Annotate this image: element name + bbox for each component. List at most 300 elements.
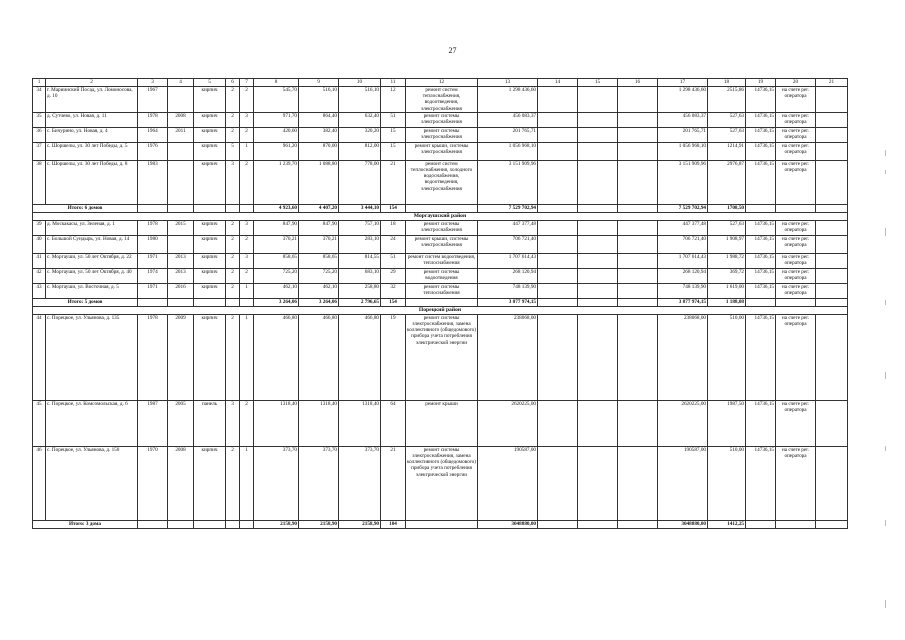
total-area-sum: 3 264,06 (254, 298, 299, 306)
empty-cell (578, 283, 618, 298)
address-cell: с. Шоршелы, ул. 30 лет Победы, д. 5 (46, 142, 138, 160)
unit-cost-cell: 1214,91 (708, 142, 746, 160)
residential-area-cell: 632,40 (339, 112, 381, 127)
owner-funds-cell: 706 721,40 (658, 235, 708, 253)
year-repair-cell: 2008 (168, 446, 194, 520)
year-built-cell: 1978 (138, 220, 168, 235)
empty-cell (618, 112, 658, 127)
work-type-cell: ремонт системы водоотведения (406, 268, 478, 283)
wall-material-cell: кирпич (194, 314, 226, 400)
column-number-row (33, 79, 848, 87)
empty-cell (578, 400, 618, 446)
empty-cell (538, 446, 578, 520)
work-type-cell: ремонт систем теплоснабжения, холодного водоснабжения, водоотведения, электроснабжения (406, 160, 478, 204)
owner-funds-cell: 190587,00 (658, 446, 708, 520)
cost-cell: 748 139,90 (478, 283, 538, 298)
total-area-cell: 373,70 (254, 446, 299, 520)
wall-material-cell: кирпич (194, 268, 226, 283)
premises-area-cell: 462,10 (299, 283, 339, 298)
empty-cell (538, 220, 578, 235)
column-number: 18 (708, 79, 746, 87)
total-label: Итого: 3 дома (33, 520, 138, 528)
owner-funds-sum: 3048880,00 (658, 520, 708, 528)
capital-repair-table (32, 78, 848, 529)
limit-cost-cell: 14736,15 (746, 268, 776, 283)
address-cell: с. Моргауши, ул. 50 лет Октября, д. 22 (46, 253, 138, 268)
address-cell: с. Бичурино, ул. Новая, д. 4 (46, 127, 138, 142)
address-cell: с. Шоршелы, ул. 30 лет Победы, д. 8 (46, 160, 138, 204)
wall-material-cell: кирпич (194, 142, 226, 160)
address-cell: с. Порецкое, ул. Ульянова, д. 135 (46, 314, 138, 400)
address-cell: с. Моргауши, ул. 50 лет Октября, д. 40 (46, 268, 138, 283)
fund-method-cell: на счете рег. оператора (776, 235, 816, 253)
empty-cell (816, 446, 848, 520)
empty-cell (816, 127, 848, 142)
table-row (33, 160, 848, 204)
entrances-cell: 1 (240, 283, 254, 298)
premises-area-sum: 3 264,06 (299, 298, 339, 306)
residents-cell: 32 (381, 283, 406, 298)
year-built-cell: 1971 (138, 283, 168, 298)
column-number: 17 (658, 79, 708, 87)
district-header-row (33, 306, 848, 314)
address-cell: г. Мариинский Посад, ул. Ломоносова, д. 10 (46, 87, 138, 113)
column-number: 9 (299, 79, 339, 87)
empty-cell (538, 400, 578, 446)
entrances-cell: 2 (240, 87, 254, 113)
address-cell: с. Порецкое, ул. Комсомольская, д. 6 (46, 400, 138, 446)
empty-cell (538, 283, 578, 298)
fund-method-cell: на счете рег. оператора (776, 400, 816, 446)
year-built-cell: 1970 (138, 446, 168, 520)
unit-cost-cell: 510,00 (708, 446, 746, 520)
empty-cell (816, 253, 848, 268)
year-repair-cell (168, 87, 194, 113)
empty-cell (578, 160, 618, 204)
empty-cell (816, 235, 848, 253)
total-area-cell: 847,90 (254, 220, 299, 235)
unit-cost-cell: 2976,87 (708, 160, 746, 204)
fund-method-cell: на счете рег. оператора (776, 87, 816, 113)
residents-cell: 15 (381, 127, 406, 142)
entrances-cell: 2 (240, 160, 254, 204)
year-repair-cell: 2005 (168, 400, 194, 446)
address-cell: с. Порецкое, ул. Ульянова, д. 150 (46, 446, 138, 520)
premises-area-cell: 382,40 (299, 127, 339, 142)
empty-cell (618, 268, 658, 283)
cost-cell: 268 120,94 (478, 268, 538, 283)
empty-cell (578, 112, 618, 127)
table-row (33, 112, 848, 127)
floors-cell: 2 (226, 127, 240, 142)
residents-cell: 64 (381, 400, 406, 446)
row-number: 39 (33, 220, 46, 235)
empty-cell (578, 235, 618, 253)
total-row (33, 298, 848, 306)
column-number: 5 (194, 79, 226, 87)
column-number: 2 (46, 79, 138, 87)
table-row (33, 400, 848, 446)
empty-cell (618, 142, 658, 160)
unit-cost-cell: 1 988,72 (708, 253, 746, 268)
table-row (33, 87, 848, 113)
floors-cell: 2 (226, 87, 240, 113)
cost-cell: 456 083,37 (478, 112, 538, 127)
empty-cell (538, 87, 578, 113)
unit-cost-cell: 2515,86 (708, 87, 746, 113)
wall-material-cell: панель (194, 400, 226, 446)
residents-cell: 15 (381, 142, 406, 160)
residential-area-cell: 814,55 (339, 253, 381, 268)
wall-material-cell: кирпич (194, 253, 226, 268)
limit-cost-cell: 14736,15 (746, 446, 776, 520)
year-built-cell: 1974 (138, 268, 168, 283)
row-number: 44 (33, 314, 46, 400)
owner-funds-cell: 447 377,48 (658, 220, 708, 235)
column-number: 20 (776, 79, 816, 87)
fund-method-cell: на счете рег. оператора (776, 283, 816, 298)
limit-cost-cell: 14736,15 (746, 253, 776, 268)
work-type-cell: ремонт системы электроснабжения, замена коллективного (общедомового) прибора учета потребления электрической энергии (406, 446, 478, 520)
residential-area-cell: 757,10 (339, 220, 381, 235)
empty-cell (618, 160, 658, 204)
column-number: 3 (138, 79, 168, 87)
premises-area-sum: 2158,90 (299, 520, 339, 528)
total-area-cell: 725,20 (254, 268, 299, 283)
cost-cell: 447 377,48 (478, 220, 538, 235)
district-title: Порецкий район (33, 306, 848, 314)
empty-cell (578, 446, 618, 520)
premises-area-cell: 864,40 (299, 112, 339, 127)
owner-funds-cell: 456 083,37 (658, 112, 708, 127)
unit-cost-cell: 1987,50 (708, 400, 746, 446)
unit-cost-cell: 527,63 (708, 220, 746, 235)
year-repair-cell: 2013 (168, 268, 194, 283)
total-row (33, 204, 848, 212)
empty-cell (816, 112, 848, 127)
residential-area-sum: 3 444,10 (339, 204, 381, 212)
empty-cell (538, 314, 578, 400)
row-number: 41 (33, 253, 46, 268)
year-repair-cell: 2008 (168, 112, 194, 127)
table-row (33, 283, 848, 298)
residents-cell: 29 (381, 268, 406, 283)
cost-cell: 1 056 968,10 (478, 142, 538, 160)
total-area-cell: 462,10 (254, 283, 299, 298)
work-type-cell: ремонт крыши (406, 400, 478, 446)
page-edge-marks (881, 0, 891, 640)
column-number: 7 (240, 79, 254, 87)
wall-material-cell: кирпич (194, 112, 226, 127)
year-repair-cell: 2011 (168, 127, 194, 142)
work-type-cell: ремонт систем водоотведения, теплоснабжения (406, 253, 478, 268)
floors-cell: 2 (226, 112, 240, 127)
fund-method-cell: на счете рег. оператора (776, 160, 816, 204)
total-area-cell: 858,65 (254, 253, 299, 268)
limit-cost-cell: 14736,15 (746, 220, 776, 235)
empty-cell (578, 268, 618, 283)
column-number: 11 (381, 79, 406, 87)
owner-funds-cell: 268 120,94 (658, 268, 708, 283)
year-built-cell: 1978 (138, 112, 168, 127)
residential-area-cell: 373,70 (339, 446, 381, 520)
unit-cost-cell: 527,63 (708, 112, 746, 127)
year-repair-cell: 2009 (168, 314, 194, 400)
premises-area-cell: 870,00 (299, 142, 339, 160)
floors-cell: 2 (226, 446, 240, 520)
year-repair-cell: 2015 (168, 220, 194, 235)
residential-area-cell: 516,10 (339, 87, 381, 113)
unit-cost-sum: 1708,50 (708, 204, 746, 212)
residential-area-cell: 778,00 (339, 160, 381, 204)
owner-funds-cell: 201 765,71 (658, 127, 708, 142)
year-built-cell: 1967 (138, 87, 168, 113)
year-built-cell: 1971 (138, 253, 168, 268)
empty-cell (816, 142, 848, 160)
work-type-cell: ремонт систем теплоснабжения, водоотведения, электроснабжения (406, 87, 478, 113)
residents-sum: 154 (381, 298, 406, 306)
wall-material-cell: кирпич (194, 283, 226, 298)
empty-cell (816, 283, 848, 298)
year-built-cell: 1976 (138, 142, 168, 160)
row-number: 43 (33, 283, 46, 298)
district-title: Моргаушский район (33, 212, 848, 220)
fund-method-cell: на счете рег. оператора (776, 127, 816, 142)
owner-funds-cell: 748 139,90 (658, 283, 708, 298)
table-row (33, 220, 848, 235)
empty-cell (618, 220, 658, 235)
table-row (33, 142, 848, 160)
residents-cell: 24 (381, 235, 406, 253)
empty-cell (578, 314, 618, 400)
cost-cell: 1 707 614,43 (478, 253, 538, 268)
floors-cell: 5 (226, 142, 240, 160)
unit-cost-cell: 510,00 (708, 314, 746, 400)
owner-funds-cell: 1 298 436,60 (658, 87, 708, 113)
year-built-cell: 1983 (138, 160, 168, 204)
empty-cell (578, 142, 618, 160)
entrances-cell: 2 (240, 268, 254, 283)
residents-sum: 154 (381, 204, 406, 212)
table-row (33, 235, 848, 253)
fund-method-cell: на счете рег. оператора (776, 142, 816, 160)
residents-cell: 51 (381, 253, 406, 268)
row-number: 40 (33, 235, 46, 253)
row-number: 35 (33, 112, 46, 127)
wall-material-cell: кирпич (194, 87, 226, 113)
cost-cell: 238068,00 (478, 314, 538, 400)
total-label: Итого: 5 домов (33, 298, 138, 306)
wall-material-cell: кирпич (194, 220, 226, 235)
empty-cell (538, 253, 578, 268)
column-number: 8 (254, 79, 299, 87)
floors-cell: 3 (226, 160, 240, 204)
limit-cost-cell: 14736,15 (746, 87, 776, 113)
fund-method-cell: на счете рег. оператора (776, 446, 816, 520)
limit-cost-cell: 14736,15 (746, 400, 776, 446)
unit-cost-cell: 527,63 (708, 127, 746, 142)
entrances-cell: 2 (240, 400, 254, 446)
cost-cell: 1 298 436,60 (478, 87, 538, 113)
entrances-cell: 1 (240, 314, 254, 400)
unit-cost-sum: 1412,25 (708, 520, 746, 528)
year-repair-cell: 2013 (168, 253, 194, 268)
column-number: 1 (33, 79, 46, 87)
total-area-cell: 420,60 (254, 127, 299, 142)
row-number: 37 (33, 142, 46, 160)
owner-funds-cell: 3 151 909,96 (658, 160, 708, 204)
fund-method-cell: на счете рег. оператора (776, 253, 816, 268)
entrances-cell: 2 (240, 127, 254, 142)
premises-area-cell: 1318,40 (299, 400, 339, 446)
cost-cell: 201 765,71 (478, 127, 538, 142)
residents-cell: 21 (381, 160, 406, 204)
unit-cost-cell: 1 619,00 (708, 283, 746, 298)
year-repair-cell: 2016 (168, 283, 194, 298)
cost-cell: 706 721,40 (478, 235, 538, 253)
limit-cost-cell: 14736,15 (746, 142, 776, 160)
work-type-cell: ремонт системы электроснабжения (406, 220, 478, 235)
empty-cell (538, 268, 578, 283)
total-area-sum: 2158,90 (254, 520, 299, 528)
address-cell: д. Сутчево, ул. Новая, д. 11 (46, 112, 138, 127)
empty-cell (578, 87, 618, 113)
owner-funds-sum: 7 529 702,94 (658, 204, 708, 212)
residential-area-cell: 283,10 (339, 235, 381, 253)
unit-cost-cell: 1 908,97 (708, 235, 746, 253)
floors-cell: 2 (226, 314, 240, 400)
year-built-cell: 1980 (138, 235, 168, 253)
empty-cell (618, 446, 658, 520)
work-type-cell: ремонт системы электроснабжения (406, 127, 478, 142)
residents-cell: 21 (381, 446, 406, 520)
wall-material-cell: кирпич (194, 446, 226, 520)
owner-funds-cell: 1 707 614,43 (658, 253, 708, 268)
premises-area-cell: 516,10 (299, 87, 339, 113)
owner-funds-cell: 1 056 968,10 (658, 142, 708, 160)
limit-cost-cell: 14736,15 (746, 235, 776, 253)
column-number: 19 (746, 79, 776, 87)
floors-cell: 2 (226, 235, 240, 253)
empty-cell (816, 268, 848, 283)
residents-cell: 12 (381, 87, 406, 113)
table-row (33, 314, 848, 400)
total-area-sum: 4 923,60 (254, 204, 299, 212)
floors-cell: 2 (226, 268, 240, 283)
residential-area-cell: 258,80 (339, 283, 381, 298)
floors-cell: 3 (226, 400, 240, 446)
year-built-cell: 1964 (138, 127, 168, 142)
cost-cell: 190587,00 (478, 446, 538, 520)
premises-area-cell: 373,70 (299, 446, 339, 520)
residential-area-cell: 683,10 (339, 268, 381, 283)
fund-method-cell: на счете рег. оператора (776, 314, 816, 400)
table-row (33, 446, 848, 520)
total-area-cell: 1318,40 (254, 400, 299, 446)
row-number: 46 (33, 446, 46, 520)
work-type-cell: ремонт системы электроснабжения (406, 112, 478, 127)
empty-cell (618, 127, 658, 142)
unit-cost-cell: 369,72 (708, 268, 746, 283)
wall-material-cell: кирпич (194, 127, 226, 142)
floors-cell: 2 (226, 253, 240, 268)
year-repair-cell (168, 160, 194, 204)
total-area-cell: 971,70 (254, 112, 299, 127)
empty-cell (538, 112, 578, 127)
residential-area-cell: 812,00 (339, 142, 381, 160)
total-label: Итого: 6 домов (33, 204, 138, 212)
premises-area-cell: 858,65 (299, 253, 339, 268)
total-area-cell: 466,80 (254, 314, 299, 400)
column-number: 12 (406, 79, 478, 87)
empty-cell (538, 235, 578, 253)
empty-cell (578, 253, 618, 268)
row-number: 34 (33, 87, 46, 113)
empty-cell (816, 314, 848, 400)
owner-funds-cell: 2620225,00 (658, 400, 708, 446)
residential-area-sum: 2 796,65 (339, 298, 381, 306)
entrances-cell: 3 (240, 220, 254, 235)
empty-cell (618, 314, 658, 400)
empty-cell (538, 142, 578, 160)
cost-cell: 3 151 909,96 (478, 160, 538, 204)
unit-cost-sum: 1 188,08 (708, 298, 746, 306)
empty-cell (816, 160, 848, 204)
row-number: 38 (33, 160, 46, 204)
table-row (33, 268, 848, 283)
cost-cell: 2620225,00 (478, 400, 538, 446)
residents-sum: 104 (381, 520, 406, 528)
row-number: 42 (33, 268, 46, 283)
floors-cell: 2 (226, 220, 240, 235)
empty-cell (618, 253, 658, 268)
column-number: 6 (226, 79, 240, 87)
year-repair-cell (168, 142, 194, 160)
premises-area-cell: 725,20 (299, 268, 339, 283)
wall-material-cell: кирпич (194, 160, 226, 204)
total-area-cell: 961,20 (254, 142, 299, 160)
row-number: 45 (33, 400, 46, 446)
year-built-cell: 1978 (138, 314, 168, 400)
limit-cost-cell: 14736,15 (746, 283, 776, 298)
table-row (33, 253, 848, 268)
total-area-cell: 545,70 (254, 87, 299, 113)
wall-material-cell: кирпич (194, 235, 226, 253)
column-number: 16 (618, 79, 658, 87)
empty-cell (578, 220, 618, 235)
address-cell: с. Моргауши, ул. Восточная, д. 5 (46, 283, 138, 298)
page-number: 27 (448, 46, 457, 55)
residents-cell: 51 (381, 112, 406, 127)
fund-method-cell: на счете рег. оператора (776, 112, 816, 127)
empty-cell (816, 220, 848, 235)
entrances-cell: 1 (240, 446, 254, 520)
premises-area-cell: 466,80 (299, 314, 339, 400)
year-repair-cell (168, 235, 194, 253)
residents-cell: 18 (381, 220, 406, 235)
limit-cost-cell: 14736,15 (746, 127, 776, 142)
empty-cell (618, 87, 658, 113)
residential-area-cell: 466,80 (339, 314, 381, 400)
residential-area-sum: 2158,90 (339, 520, 381, 528)
year-built-cell: 1987 (138, 400, 168, 446)
cost-sum: 3 877 974,15 (478, 298, 538, 306)
owner-funds-sum: 3 877 974,15 (658, 298, 708, 306)
empty-cell (618, 283, 658, 298)
premises-area-cell: 370,21 (299, 235, 339, 253)
table-row (33, 127, 848, 142)
empty-cell (538, 127, 578, 142)
